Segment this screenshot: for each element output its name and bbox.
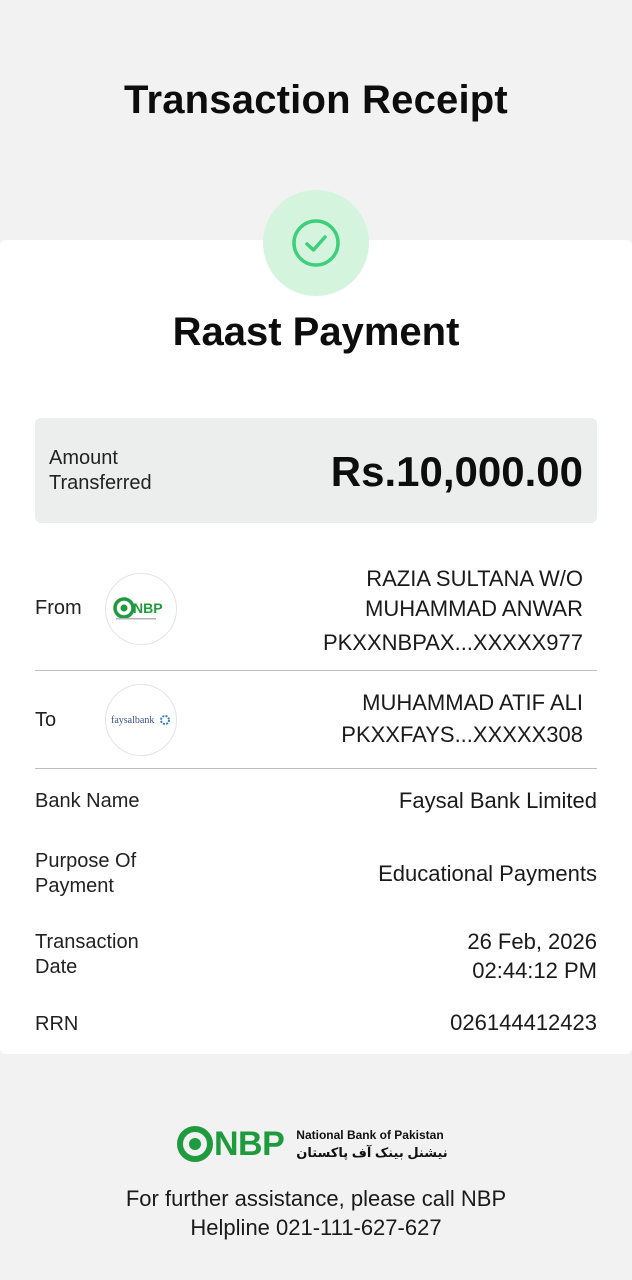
success-badge xyxy=(263,190,369,296)
faysal-logo-avatar xyxy=(105,684,177,756)
transaction-time: 02:44:12 PM xyxy=(472,958,597,983)
nbp-logo-icon xyxy=(113,596,169,622)
to-name: MUHAMMAD ATIF ALI xyxy=(362,690,583,715)
divider xyxy=(35,768,597,769)
rrn-label: RRN xyxy=(35,1013,79,1035)
from-name-line2: MUHAMMAD ANWAR xyxy=(365,596,583,621)
bank-name-block xyxy=(296,1127,447,1161)
check-circle-icon xyxy=(290,217,342,269)
purpose-value: Educational Payments xyxy=(378,861,597,886)
page-title: Transaction Receipt xyxy=(124,78,508,122)
from-label: From xyxy=(35,597,82,619)
faysalbank-logo-icon xyxy=(110,710,172,730)
to-account: PKXXFAYS...XXXXX308 xyxy=(341,722,583,747)
helpline-line1: For further assistance, please call NBP xyxy=(125,1186,507,1211)
svg-text:NBP: NBP xyxy=(133,600,163,616)
bank-name-label: Bank Name xyxy=(35,790,140,812)
from-account: PKXXNBPAX...XXXXX977 xyxy=(322,630,583,655)
payment-type-title: Raast Payment xyxy=(172,310,460,354)
rrn-value: 026144412423 xyxy=(450,1010,597,1035)
from-name-line1: RAZIA SULTANA W/O xyxy=(366,566,583,591)
purpose-label: Purpose Of Payment xyxy=(35,850,137,897)
bank-name-english: National Bank of Pakistan xyxy=(296,1128,444,1142)
divider xyxy=(35,670,597,671)
nbp-logo-avatar xyxy=(105,573,177,645)
transaction-date-label: Transaction Date xyxy=(35,931,139,978)
amount-value: Rs.10,000.00 xyxy=(330,448,583,495)
nbp-footer-logo xyxy=(176,1122,448,1166)
helpline-text xyxy=(0,1184,632,1242)
svg-text:faysalbank: faysalbank xyxy=(111,715,155,726)
amount-box xyxy=(35,418,597,523)
to-details xyxy=(341,688,583,750)
transaction-date-value xyxy=(467,927,597,985)
nbp-emblem-icon xyxy=(176,1122,214,1166)
nbp-brand-text: NBP xyxy=(214,1124,285,1163)
bank-name-urdu: نیشنل بینک آف پاکستان xyxy=(296,1145,448,1160)
bank-name-value: Faysal Bank Limited xyxy=(398,788,597,813)
from-details xyxy=(323,564,583,658)
to-label: To xyxy=(35,709,57,731)
transaction-date: 26 Feb, 2026 xyxy=(467,929,597,954)
helpline-line2[interactable]: Helpline 021-111-627-627 xyxy=(190,1215,442,1240)
amount-label: Amount Transferred xyxy=(49,447,152,494)
